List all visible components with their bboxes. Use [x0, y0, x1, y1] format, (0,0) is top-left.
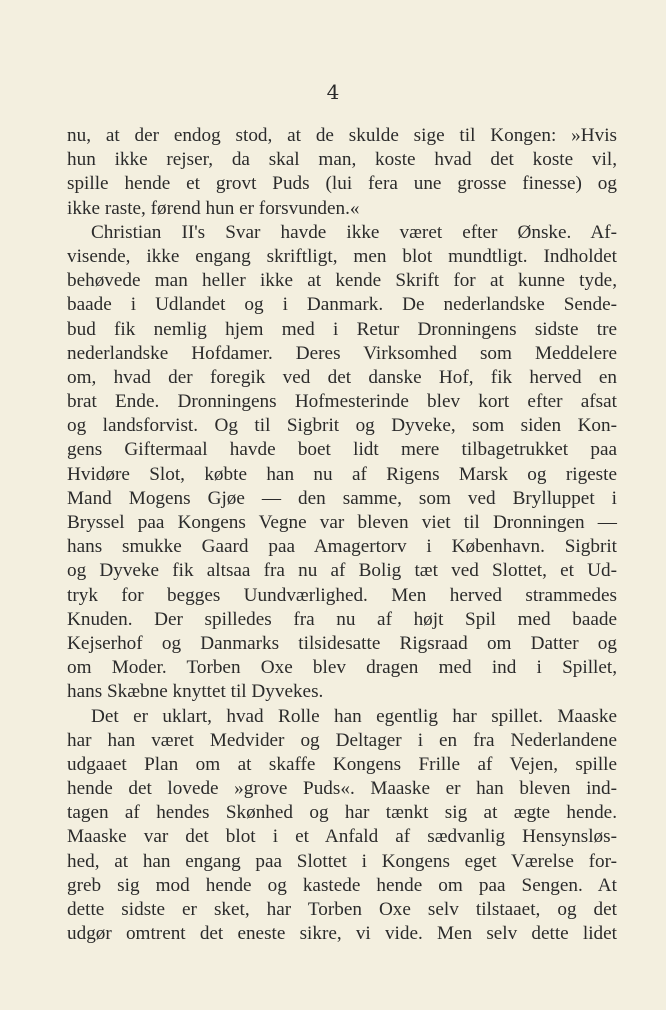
text-line: nederlandske Hofdamer. Deres Virksomhed som Meddelere [67, 342, 617, 364]
text-line: Christian II's Svar havde ikke været efter Ønske. Af- [91, 221, 617, 243]
text-line: Mand Mogens Gjøe — den samme, som ved Brylluppet i [67, 487, 617, 509]
text-line: tagen af hendes Skønhed og har tænkt sig at ægte hende. [67, 802, 617, 824]
text-line: Bryssel paa Kongens Vegne var bleven viet til Dronningen — [67, 512, 617, 533]
text-line: hende det lovede »grove Puds«. Maaske er han bleven ind- [67, 778, 617, 800]
text-line: baade i Udlandet og i Danmark. De nederlandske Sende- [67, 294, 617, 316]
text-line: ikke raste, førend hun er forsvunden.« [67, 197, 360, 219]
text-line: Hvidøre Slot, købte han nu af Rigens Marsk og rigeste [67, 463, 617, 485]
text-line: visende, ikke engang skriftligt, men blot mundtligt. Indholdet [67, 245, 617, 267]
text-line: Maaske var det blot i et Anfald af sædvanlig Hensynsløs- [67, 826, 617, 848]
text-line: spille hende et grovt Puds (lui fera une grosse finesse) og [67, 173, 617, 195]
text-line: Det er uklart, hvad Rolle han egentlig har spillet. Maaske [91, 705, 617, 727]
text-line: Kejserhof og Danmarks tilsidesatte Rigsraad om Datter og [67, 632, 617, 654]
text-line: om Moder. Torben Oxe blev dragen med ind i Spillet, [67, 657, 617, 679]
page-number: 4 [326, 80, 340, 104]
text-line: udgaaet Plan om at skaffe Kongens Frille af Vejen, spille [67, 753, 617, 775]
text-line: brat Ende. Dronningens Hofmesterinde blev kort efter afsat [67, 391, 617, 413]
text-line: hed, at han engang paa Slottet i Kongens eget Værelse for- [67, 850, 617, 872]
text-line: gens Giftermaal havde boet lidt mere tilbagetrukket paa [67, 439, 617, 461]
text-line: dette sidste er sket, har Torben Oxe selv tilstaaet, og det [67, 899, 617, 920]
body-text [67, 124, 617, 946]
text-line: behøvede man heller ikke at kende Skrift for at kunne tyde, [67, 270, 617, 292]
text-line: hans smukke Gaard paa Amagertorv i København. Sigbrit [67, 536, 617, 558]
text-line: bud fik nemlig hjem med i Retur Dronningens sidste tre [67, 318, 617, 340]
text-line: og Dyveke fik altsaa fra nu af Bolig tæt ved Slottet, et Ud- [67, 560, 617, 582]
text-line: Knuden. Der spilledes fra nu af højt Spil med baade [67, 608, 617, 630]
text-line: om, hvad der foregik ved det danske Hof, fik herved en [67, 366, 617, 388]
text-line: udgør omtrent det eneste sikre, vi vide. Men selv dette lidet [67, 923, 617, 945]
text-line: nu, at der endog stod, at de skulde sige til Kongen: »Hvis [67, 125, 617, 146]
text-line: tryk for begges Uundværlighed. Men herved strammedes [67, 584, 617, 606]
text-line: hun ikke rejser, da skal man, koste hvad det koste vil, [67, 149, 617, 171]
text-line: greb sig mod hende og kastede hende om paa Sengen. At [67, 874, 617, 896]
text-line: har han været Medvider og Deltager i en fra Nederlandene [67, 729, 617, 751]
text-line: og landsforvist. Og til Sigbrit og Dyveke, som siden Kon- [67, 415, 617, 437]
text-line: hans Skæbne knyttet til Dyvekes. [67, 681, 324, 703]
